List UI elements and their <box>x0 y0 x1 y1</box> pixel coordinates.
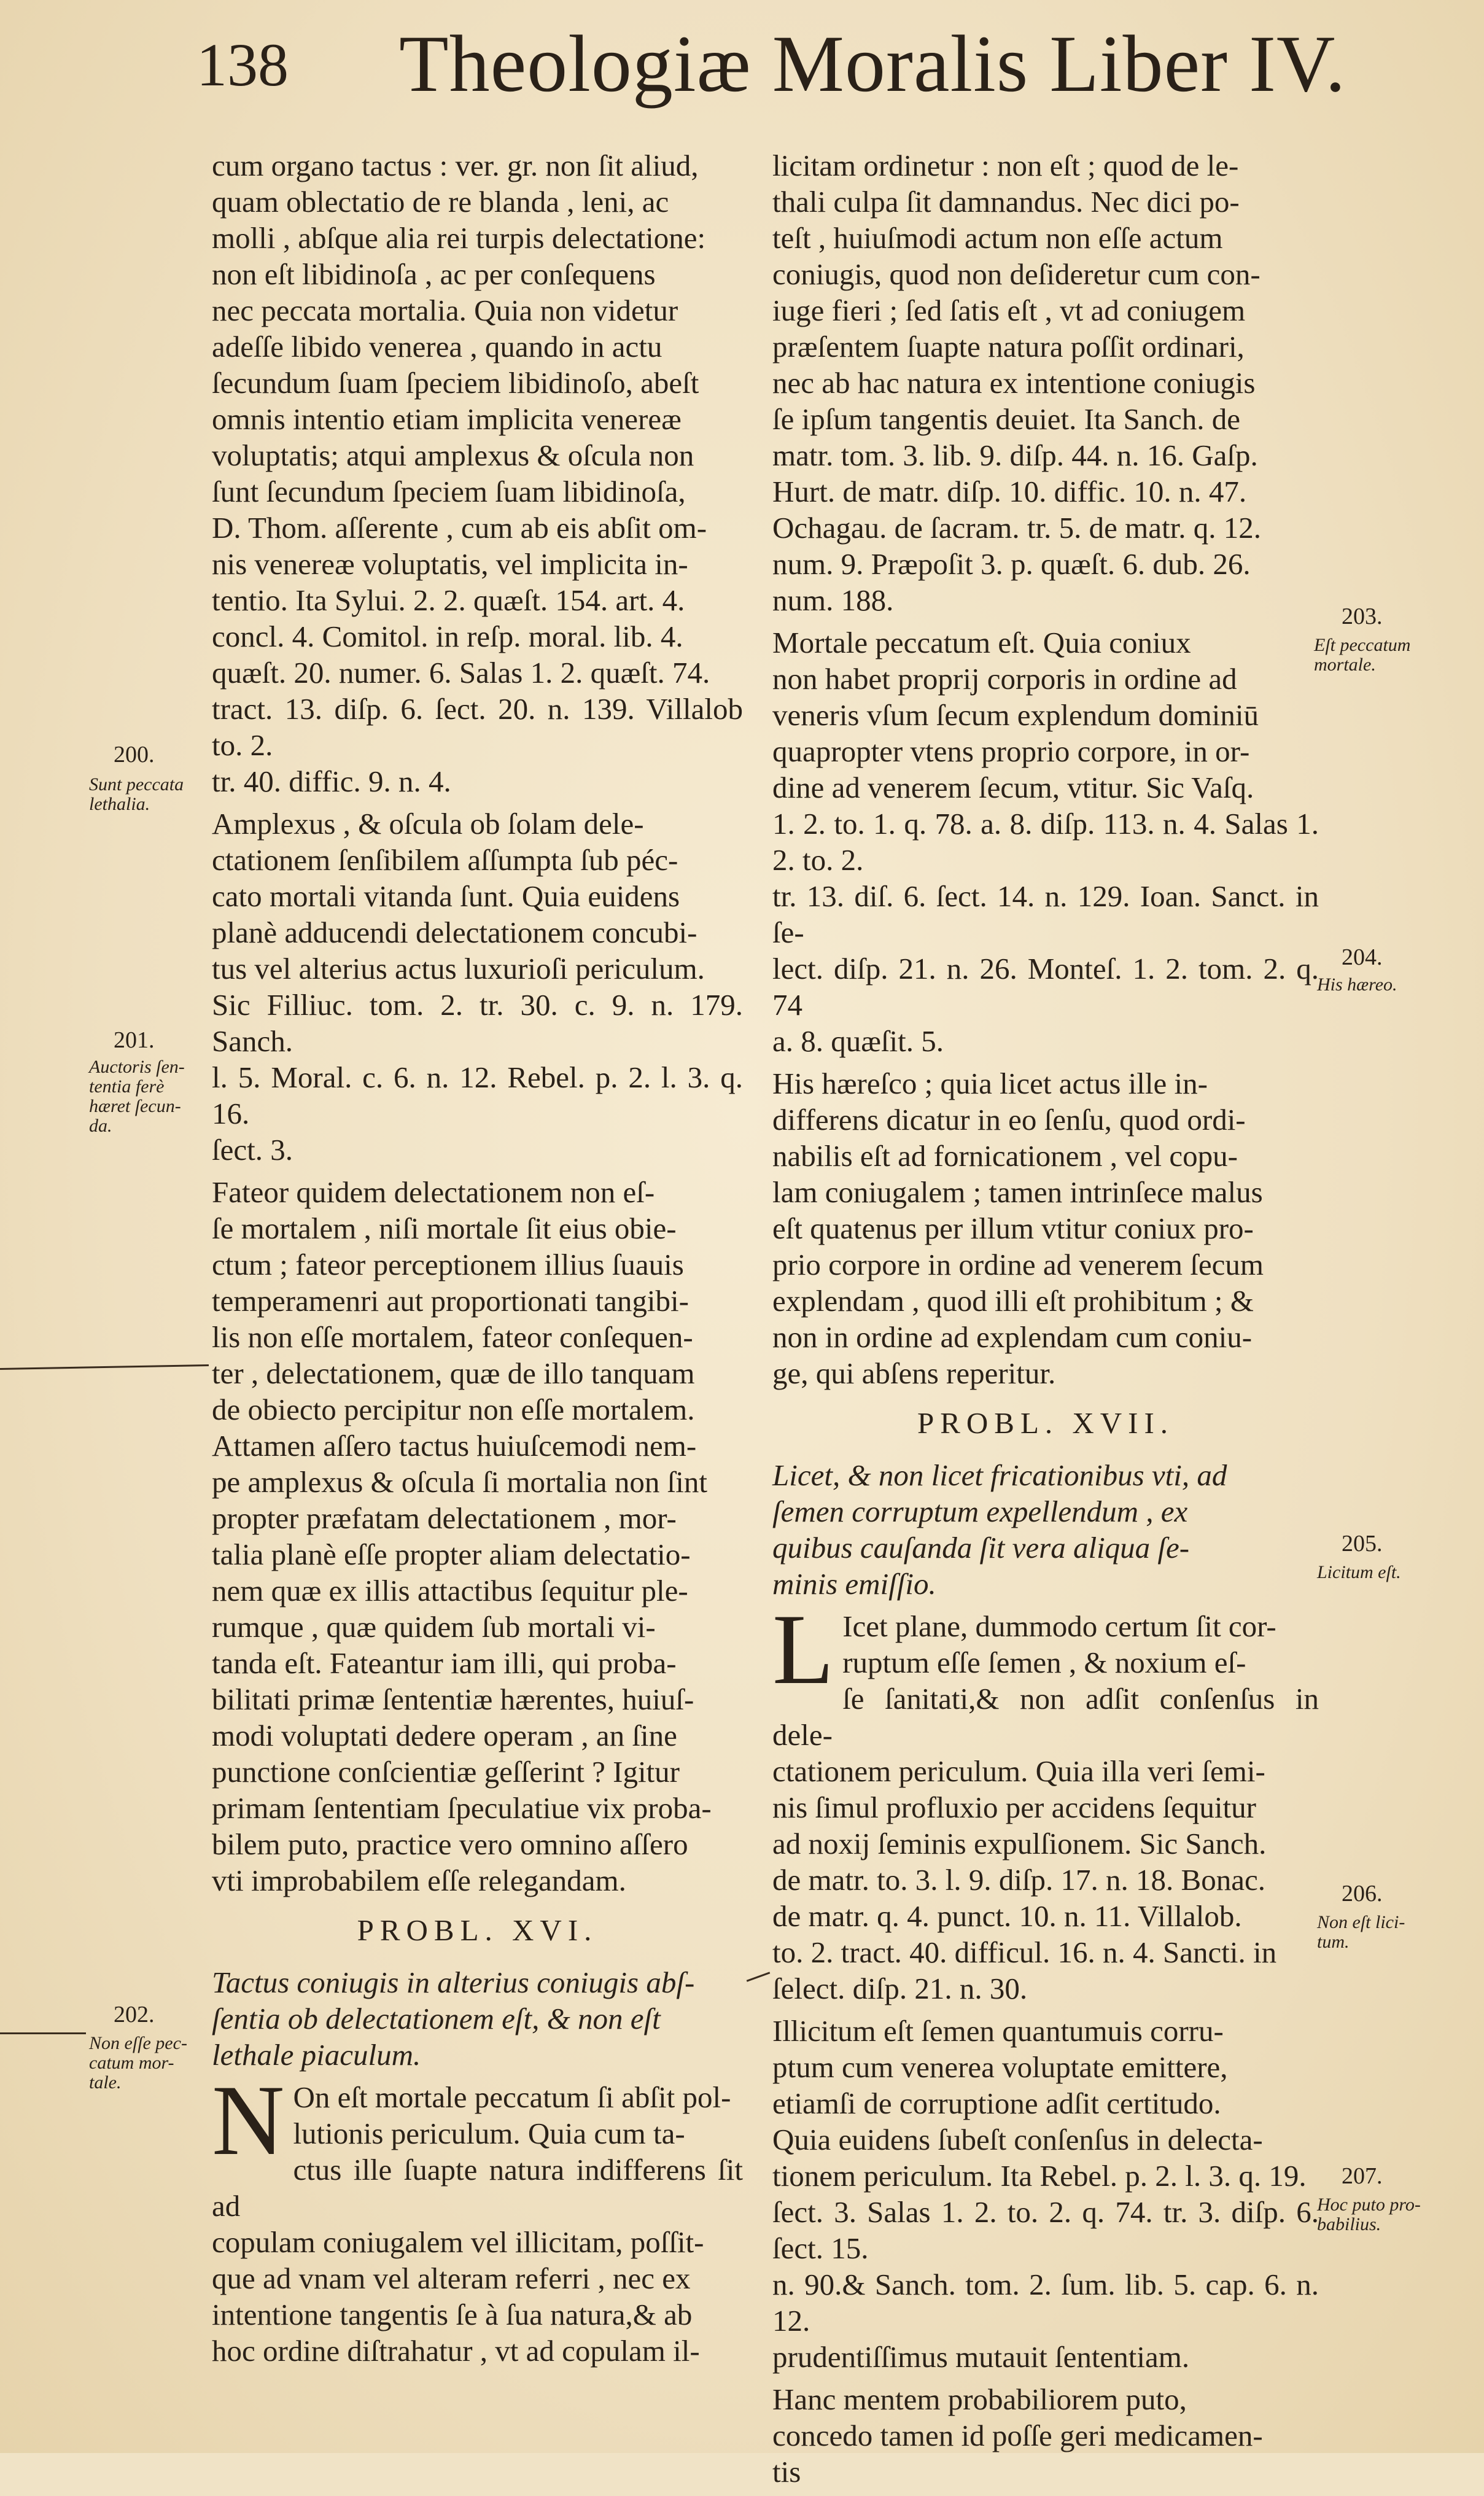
margin-number: 204. <box>1342 944 1383 970</box>
margin-number: 200. <box>114 742 155 768</box>
margin-number: 201. <box>114 1027 155 1053</box>
paragraph-text: Icet plane, dummodo certum ſit cor- ruptum eſſe ſemen , & noxium eſ- ſe ſanitati,& non adſit conſenſus in dele- ctationem periculum. Quia illa veri ſemi- nis ſimul profluxio per accidens ſequitur ad noxij ſeminis expulſionem. Sic Sanch. de matr. to. 3. l. 9. diſp. 17. n. 18. Bonac. de matr. q. 4. punct. 10. n. 11. Villalob. to. 2. tract. 40. difficul. 16. n. 4. Sancti. in ſelect. diſp. 21. n. 30. <box>772 1609 1319 2005</box>
ink-stroke <box>0 1364 209 1370</box>
margin-number: 203. <box>1342 604 1383 629</box>
right-column <box>772 147 1319 2496</box>
ink-stroke <box>0 2032 86 2034</box>
margin-note: Auctoris ſen- tentia ferè hæret ſecun- da. <box>89 1057 185 1136</box>
paragraph-with-dropcap <box>212 2065 743 2369</box>
margin-number: 202. <box>114 2002 155 2028</box>
problem-title: Licet, & non licet fricationibus vti, ad ſemen corruptum expellendum , ex quibus cauſanda ſit vera aliqua ſe- minis emiſſio. <box>772 1458 1227 1601</box>
margin-note: Licitum eſt. <box>1317 1562 1401 1582</box>
margin-note: Eſt peccatum mortale. <box>1314 635 1411 675</box>
problem-heading: PROBL. XVI. <box>357 1913 598 1947</box>
paragraph-text: On eſt mortale peccatum ſi abſit pol- lutionis periculum. Quia cum ta- ctus ille ſuapte natura indifferens ſit ad copulam coniugalem vel illicitam, poſſit- que ad vnam vel alteram referri , nec ex intentione tangentis ſe à ſua natura,& ab hoc ordine diſtrahatur , vt ad copulam il- <box>212 2080 743 2368</box>
paragraph: Hanc mentem probabiliorem puto, concedo tamen id poſſe geri medicamen- tis <box>772 2382 1263 2489</box>
dropcap: L <box>772 1594 834 1705</box>
margin-number: 207. <box>1342 2163 1383 2189</box>
paragraph-with-dropcap <box>772 1594 1319 2007</box>
margin-note: Non eſſe pec- catum mor- tale. <box>89 2033 187 2093</box>
ink-stroke <box>747 1972 771 1982</box>
paragraph: Amplexus , & oſcula ob ſolam dele- ctationem ſenſibilem aſſumpta ſub péc- cato mortali vitanda ſunt. Quia euidens planè adducendi delectationem concubi- tus vel alterius actus luxurioſi periculum. Sic Filliuc. tom. 2. tr. 30. c. 9. n. 179. Sanch. l. 5. Moral. c. 6. n. 12. Rebel. p. 2. l. 3. q. 16. ſect. 3. <box>212 807 743 1167</box>
dropcap: N <box>212 2065 285 2176</box>
running-title: Theologiæ Moralis Liber IV. <box>399 18 1346 109</box>
paragraph: Fateor quidem delectationem non eſ- ſe mortalem , niſi mortale ſit eius obie- ctum ; fateor perceptionem illius ſuauis temperamenri aut proportionati tangibi- lis non eſſe mortalem, fateor conſequen- ter , delectationem, quæ de illo tanquam de obiecto percipitur non eſſe mortalem. Attamen aſſero tactus huiuſcemodi nem- pe amplexus & oſcula ſi mortalia non ſint propter præfatam delectationem , mor- talia planè eſſe propter aliam delectatio- nem quæ ex illis attactibus ſequitur ple- rumque , quæ quidem ſub mortali vi- tanda eſt. Fateantur iam illi, qui proba- bilitati primæ ſententiæ hærentes, huiuſ- modi voluptati dedere operam , an ſine punctione conſcientiæ geſſerint ? Igitur primam ſententiam ſpeculatiue vix proba- bilem puto, practice vero omnino aſſero vti improbabilem eſſe relegandam. <box>212 1175 712 1897</box>
margin-note: His hæreo. <box>1317 974 1397 995</box>
paragraph: Illicitum eſt ſemen quantumuis corru- ptum cum venerea voluptate emittere, etiamſi de corruptione adſit certitudo. Quia euidens ſubeſt conſenſus in delecta- tionem periculum. Ita Rebel. p. 2. l. 3. q. 19. ſect. 3. Salas 1. 2. to. 2. q. 74. tr. 3. diſp. 6. ſect. 15. n. 90.& Sanch. tom. 2. ſum. lib. 5. cap. 6. n. 12. prudentiſſimus mutauit ſententiam. <box>772 2014 1319 2374</box>
paragraph: cum organo tactus : ver. gr. non ſit aliud, quam oblectatio de re blanda , leni, ac molli , abſque alia rei turpis delectatione: non eſt libidinoſa , ac per conſequens nec peccata mortalia. Quia non videtur adeſſe libido venerea , quando in actu ſecundum ſuam ſpeciem libidinoſo, abeſt omnis intentio etiam implicita venereæ voluptatis; atqui amplexus & oſcula non ſunt ſecundum ſpeciem ſuam libidinoſa, D. Thom. aſſerente , cum ab eis abſit om- nis venereæ voluptatis, vel implicita in- tentio. Ita Sylui. 2. 2. quæſt. 154. art. 4. concl. 4. Comitol. in reſp. moral. lib. 4. quæſt. 20. numer. 6. Salas 1. 2. quæſt. 74. tract. 13. diſp. 6. ſect. 20. n. 139. Villalob to. 2. tr. 40. diffic. 9. n. 4. <box>212 149 743 798</box>
margin-number: 205. <box>1342 1531 1383 1557</box>
page-header <box>196 18 1346 115</box>
paragraph: His hæreſco ; quia licet actus ille in- differens dicatur in eo ſenſu, quod ordi- nabilis eſt ad fornicationem , vel copu- lam coniugalem ; tamen intrinſece malus eſt quatenus per illum vtitur coniux pro- prio corpore in ordine ad venerem ſecum explendam , quod illi eſt prohibitum ; & non in ordine ad explendam cum coniu- ge, qui abſens reperitur. <box>772 1067 1264 1390</box>
paragraph: licitam ordinetur : non eſt ; quod de le- thali culpa ſit damnandus. Nec dici po- teſt , huiuſmodi actum non eſſe actum coniugis, quod non deſideretur cum con- iuge fieri ; ſed ſatis eſt , vt ad coniugem præſentem ſuapte natura poſſit ordinari, nec ab hac natura ex intentione coniugis ſe ipſum tangentis deuiet. Ita Sanch. de matr. tom. 3. lib. 9. diſp. 44. n. 16. Gaſp. Hurt. de matr. diſp. 10. diffic. 10. n. 47. Ochagau. de ſacram. tr. 5. de matr. q. 12. num. 9. Præpoſit 3. p. quæſt. 6. dub. 26. num. 188. <box>772 149 1261 617</box>
left-column <box>212 147 743 2375</box>
margin-note: Hoc puto pro- babilius. <box>1317 2195 1421 2234</box>
problem-title: Tactus coniugis in alterius coniugis abſ- ſentia ob delectationem eſt, & non eſt lethale piaculum. <box>212 1965 695 2072</box>
margin-note: Sunt peccata lethalia. <box>89 774 184 814</box>
problem-heading: PROBL. XVII. <box>917 1406 1175 1440</box>
margin-number: 206. <box>1342 1881 1383 1907</box>
paragraph: Mortale peccatum eſt. Quia coniux non habet proprij corporis in ordine ad veneris vſum ſecum explendum dominiū quapropter vtens proprio corpore, in or- dine ad venerem ſecum, vtitur. Sic Vaſq. 1. 2. to. 1. q. 78. a. 8. diſp. 113. n. 4. Salas 1. 2. to. 2. tr. 13. diſ. 6. ſect. 14. n. 129. Ioan. Sanct. in ſe- lect. diſp. 21. n. 26. Monteſ. 1. 2. tom. 2. q. 74 a. 8. quæſit. 5. <box>772 626 1319 1058</box>
page-number: 138 <box>196 31 289 99</box>
margin-note: Non eſt lici- tum. <box>1317 1912 1405 1952</box>
